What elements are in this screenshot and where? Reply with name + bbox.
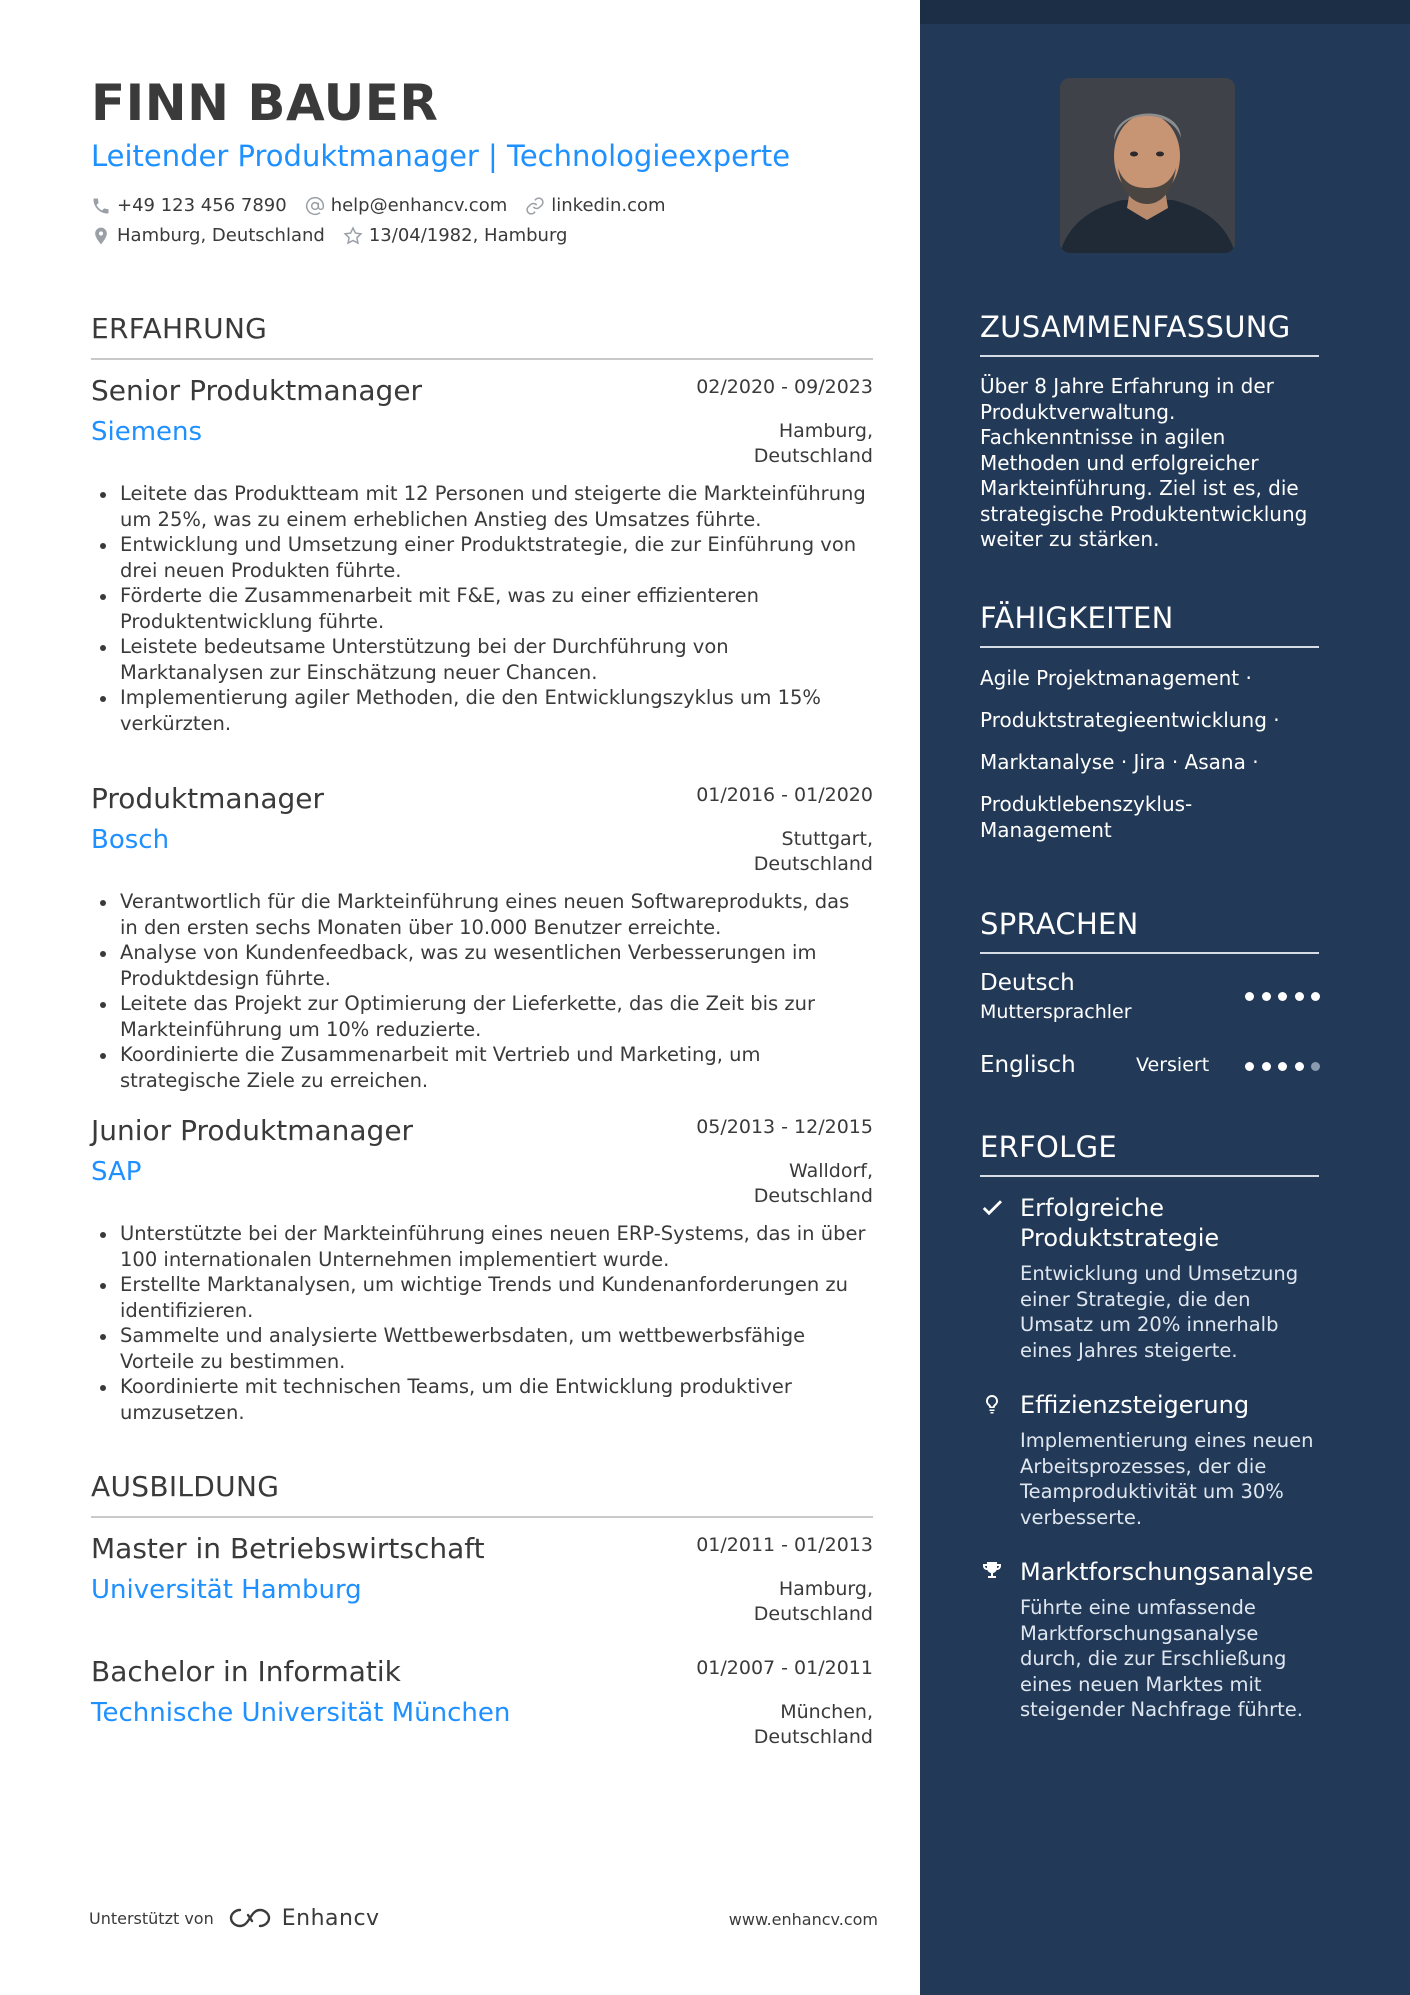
contact-row-1 <box>91 195 684 216</box>
summary-section-title: ZUSAMMENFASSUNG <box>980 310 1319 357</box>
phone-icon <box>91 196 111 216</box>
education-dates: 01/2011 - 01/2013 <box>696 1534 873 1556</box>
job-title: Senior Produktmanager <box>91 374 423 407</box>
achievement-description: Entwicklung und Umsetzung einer Strategie, die den Umsatz um 20% innerhalb eines Jahres steigerte. <box>1020 1262 1299 1362</box>
rating-dot <box>1278 1062 1287 1071</box>
education-country: Deutschland <box>753 1603 873 1625</box>
job-city: Walldorf, <box>789 1160 873 1182</box>
enhancv-logo-icon <box>226 1905 274 1931</box>
rating-dot <box>1278 992 1287 1001</box>
list-item: Entwicklung und Umsetzung einer Produktstrategie, die zur Einführung von drei neuen Produkten führte. <box>91 532 873 583</box>
linkedin-contact[interactable] <box>525 195 665 216</box>
job-city: Stuttgart, <box>781 828 873 850</box>
rating-dot <box>1245 1062 1254 1071</box>
language-rating <box>1245 1062 1328 1071</box>
education-city: Hamburg, <box>778 1578 873 1600</box>
powered-by-text: Unterstützt von <box>89 1908 214 1928</box>
location-contact <box>91 225 325 246</box>
school-name: Universität Hamburg <box>91 1575 362 1605</box>
job-dates: 01/2016 - 01/2020 <box>696 784 873 806</box>
job-entry-3 <box>91 1114 873 1425</box>
job-dates: 05/2013 - 12/2015 <box>696 1116 873 1138</box>
achievement-title: Erfolgreiche Produktstrategie <box>1020 1194 1220 1252</box>
skills-section-title: FÄHIGKEITEN <box>980 601 1319 648</box>
list-item: Verantwortlich für die Markteinführung eines neuen Softwareprodukts, das in den ersten sechs Monaten über 10.000 Benutzer erreichte. <box>91 889 873 940</box>
contact-row-2 <box>91 225 585 246</box>
skill-line: Produktlebenszyklus-Management <box>980 792 1193 842</box>
achievement-title: Effizienzsteigerung <box>1020 1391 1250 1419</box>
job-entry-2 <box>91 782 873 1093</box>
language-level: Muttersprachler <box>980 1001 1132 1023</box>
check-icon <box>980 1195 1004 1219</box>
education-location <box>754 1700 873 1750</box>
avatar <box>1060 78 1235 253</box>
achievement-description: Führte eine umfassende Marktforschungsanalyse durch, die zur Erschließung eines neuen Marktes mit steigender Nachfrage führte. <box>1020 1596 1304 1721</box>
education-city: München, <box>780 1701 873 1723</box>
skill-line: Agile Projektmanagement · <box>980 666 1252 690</box>
brand-name: Enhancv <box>281 1905 380 1931</box>
job-company: Siemens <box>91 417 203 447</box>
list-item: Leitete das Produktteam mit 12 Personen und steigerte die Markteinführung um 25%, was zu einem erheblichen Anstieg des Umsatzes führte. <box>91 481 873 532</box>
school-name: Technische Universität München <box>91 1698 511 1728</box>
job-location <box>754 827 873 877</box>
star-icon <box>343 226 363 246</box>
skill-line: Produktstrategieentwicklung · <box>980 708 1280 732</box>
candidate-name: FINN BAUER <box>91 74 439 132</box>
link-icon <box>525 196 545 216</box>
linkedin-link[interactable]: linkedin.com <box>551 195 666 216</box>
rating-dot <box>1295 992 1304 1001</box>
job-title: Produktmanager <box>91 782 324 815</box>
list-item: Unterstützte bei der Markteinführung eines neuen ERP-Systems, das in über 100 internationalen Unternehmen implementiert wurde. <box>91 1221 873 1272</box>
list-item: Förderte die Zusammenarbeit mit F&E, was zu einer effizienteren Produktentwicklung führte. <box>91 583 873 634</box>
email-contact[interactable] <box>305 195 508 216</box>
skill-line: Marktanalyse · Jira · Asana · <box>980 750 1259 774</box>
job-bullets <box>91 889 873 1093</box>
degree-title: Bachelor in Informatik <box>91 1655 401 1688</box>
list-item: Analyse von Kundenfeedback, was zu wesentlichen Verbesserungen im Produktdesign führte. <box>91 940 873 991</box>
headline: Leitender Produktmanager | Technologieexperte <box>91 139 791 173</box>
job-bullets <box>91 481 873 736</box>
birth-text: 13/04/1982, Hamburg <box>368 225 568 246</box>
rating-dot <box>1262 992 1271 1001</box>
phone-number: +49 123 456 7890 <box>117 195 287 216</box>
education-country: Deutschland <box>753 1726 873 1748</box>
experience-section-title: ERFAHRUNG <box>91 312 873 360</box>
location-pin-icon <box>91 226 111 246</box>
rating-dot <box>1311 1062 1320 1071</box>
sidebar-top-band <box>920 0 1410 24</box>
lightbulb-icon <box>980 1393 1004 1417</box>
achievement-description: Implementierung eines neuen Arbeitsprozesses, der die Teamproduktivität um 30% verbesserte. <box>1020 1429 1314 1529</box>
education-location <box>754 1577 873 1627</box>
languages-section-title: SPRACHEN <box>980 907 1319 954</box>
at-icon <box>305 196 325 216</box>
email-address[interactable]: help@enhancv.com <box>330 195 508 216</box>
job-city: Hamburg, <box>778 420 873 442</box>
education-section-title: AUSBILDUNG <box>91 1470 873 1518</box>
job-location <box>754 419 873 469</box>
language-level: Versiert <box>1136 1054 1210 1076</box>
rating-dot <box>1262 1062 1271 1071</box>
job-country: Deutschland <box>753 853 873 875</box>
summary-text: Über 8 Jahre Erfahrung in der Produktverwaltung. Fachkenntnisse in agilen Methoden und erfolgreicher Markteinführung. Ziel ist es, die strategische Produktentwicklung weiter zu stärken. <box>980 374 1308 551</box>
education-entry-2 <box>91 1655 873 1748</box>
trophy-icon <box>980 1559 1004 1583</box>
profile-photo <box>1060 78 1235 253</box>
achievement-title: Marktforschungsanalyse <box>1020 1558 1314 1586</box>
job-dates: 02/2020 - 09/2023 <box>696 376 873 398</box>
list-item: Leitete das Projekt zur Optimierung der Lieferkette, das die Zeit bis zur Markteinführung um 10% reduzierte. <box>91 991 873 1042</box>
list-item: Koordinierte die Zusammenarbeit mit Vertrieb und Marketing, um strategische Ziele zu erreichen. <box>91 1042 873 1093</box>
job-bullets <box>91 1221 873 1425</box>
job-company: Bosch <box>91 825 170 855</box>
phone-contact <box>91 195 287 216</box>
rating-dot <box>1311 992 1320 1001</box>
achievements-section-title: ERFOLGE <box>980 1130 1319 1177</box>
rating-dot <box>1295 1062 1304 1071</box>
footer-powered-by <box>89 1905 380 1931</box>
list-item: Leistete bedeutsame Unterstützung bei der Durchführung von Marktanalysen zur Einschätzung neuer Chancen. <box>91 634 873 685</box>
job-location <box>754 1159 873 1209</box>
job-country: Deutschland <box>753 1185 873 1207</box>
job-country: Deutschland <box>753 445 873 467</box>
degree-title: Master in Betriebswirtschaft <box>91 1532 485 1565</box>
location-text: Hamburg, Deutschland <box>117 225 325 246</box>
list-item: Koordinierte mit technischen Teams, um die Entwicklung produktiver umzusetzen. <box>91 1374 873 1425</box>
rating-dot <box>1245 992 1254 1001</box>
job-title: Junior Produktmanager <box>91 1114 414 1147</box>
footer-url[interactable]: www.enhancv.com <box>728 1910 878 1929</box>
education-entry-1 <box>91 1532 873 1625</box>
education-dates: 01/2007 - 01/2011 <box>696 1657 873 1679</box>
language-name: Deutsch <box>980 970 1075 996</box>
language-rating <box>1245 992 1328 1001</box>
list-item: Sammelte und analysierte Wettbewerbsdaten, um wettbewerbsfähige Vorteile zu bestimmen. <box>91 1323 873 1374</box>
list-item: Implementierung agiler Methoden, die den Entwicklungszyklus um 15% verkürzten. <box>91 685 873 736</box>
job-company: SAP <box>91 1157 142 1187</box>
birth-contact <box>343 225 568 246</box>
list-item: Erstellte Marktanalysen, um wichtige Trends und Kundenanforderungen zu identifizieren. <box>91 1272 873 1323</box>
language-name: Englisch <box>980 1052 1076 1078</box>
job-entry-1 <box>91 374 873 736</box>
